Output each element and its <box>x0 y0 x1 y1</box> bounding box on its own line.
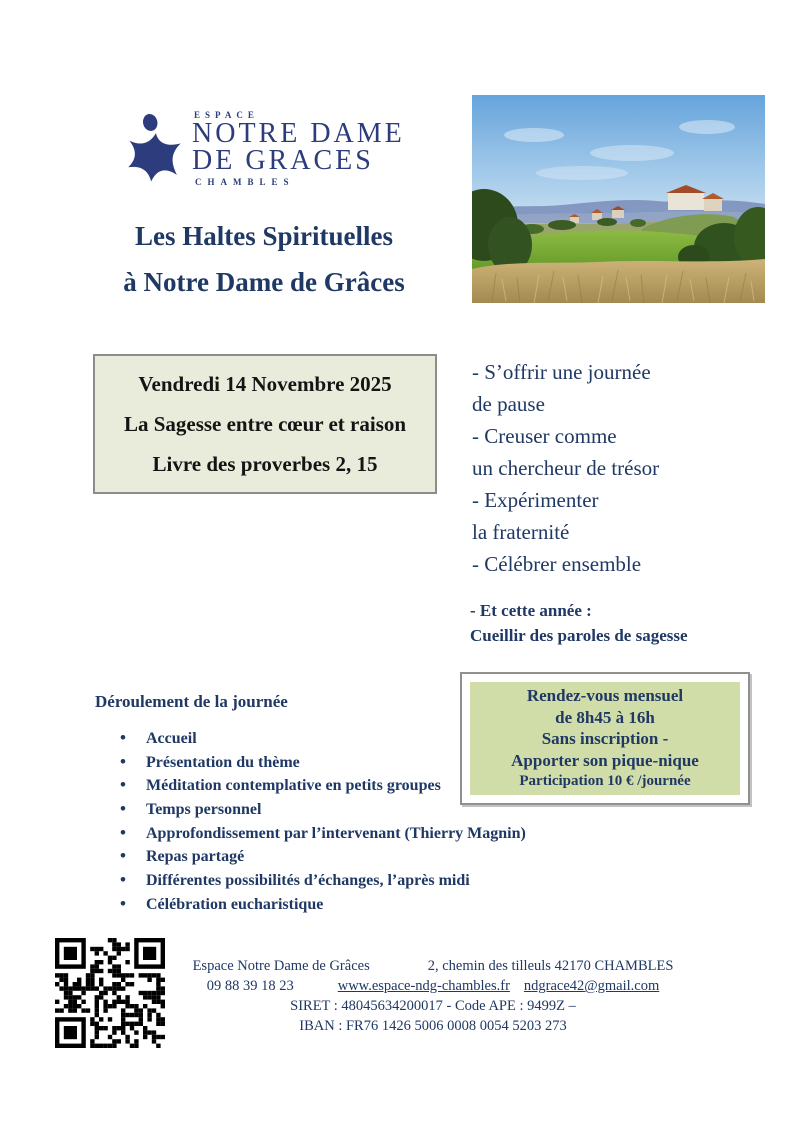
reading-line: Livre des proverbes 2, 15 <box>152 451 378 476</box>
info-line: Rendez-vous mensuel <box>526 686 684 705</box>
info-line: de 8h45 à 16h <box>555 707 655 727</box>
title-line2: à Notre Dame de Grâces <box>123 267 405 297</box>
feature-line: un chercheur de trésor <box>472 456 660 480</box>
logo-name-line2: DE GRACES <box>192 145 374 176</box>
footer-phone: 09 88 39 18 23 <box>206 978 294 994</box>
footer-line2 <box>153 976 713 996</box>
features-list <box>472 356 732 580</box>
logo <box>126 110 405 192</box>
info-participation-line: Participation 10 € /journée <box>519 773 691 789</box>
landscape-photo <box>472 95 765 303</box>
date-box <box>93 354 437 494</box>
schedule-heading: Déroulement de la journée <box>95 692 288 711</box>
footer-contact <box>153 956 713 1036</box>
schedule-item: • Repas partagé <box>118 849 538 866</box>
footer-website-link[interactable]: www.espace-ndg-chambles.fr <box>337 978 510 994</box>
page-title <box>88 213 440 305</box>
annual-line2: Cueillir des paroles de sagesse <box>470 626 688 645</box>
title-line1: Les Haltes Spirituelles <box>135 221 393 251</box>
person-star-icon <box>126 112 184 192</box>
info-box-content <box>470 682 740 795</box>
annual-theme <box>470 598 750 648</box>
info-line: Sans inscription - <box>541 729 669 748</box>
feature-line: de pause <box>472 392 545 416</box>
schedule-item: • Présentation du thème <box>118 755 538 772</box>
theme-line: La Sagesse entre cœur et raison <box>123 411 407 436</box>
footer-address: 2, chemin des tilleuls 42170 CHAMBLES <box>427 958 674 974</box>
footer-line1 <box>153 956 713 976</box>
logo-name-line1: NOTRE DAME <box>192 118 405 149</box>
logo-text <box>192 110 405 187</box>
date-line: Vendredi 14 Novembre 2025 <box>138 371 392 396</box>
logo-chambles: CHAMBLES <box>195 177 295 187</box>
footer-org: Espace Notre Dame de Grâces <box>192 958 370 974</box>
schedule-item: • Célébration eucharistique <box>118 897 538 914</box>
feature-line: - S’offrir une journée <box>472 360 651 384</box>
logo-espace: ESPACE <box>194 110 259 120</box>
schedule-item: • Temps personnel <box>118 802 538 819</box>
footer-siret-line: SIRET : 48045634200017 - Code APE : 9499Z – <box>290 998 576 1014</box>
feature-line: - Creuser comme <box>472 424 617 448</box>
footer-iban-line: IBAN : FR76 1426 5006 0008 0054 5203 273 <box>299 1018 567 1034</box>
info-box <box>460 672 750 805</box>
info-line: Apporter son pique-nique <box>511 750 699 770</box>
footer-email-link[interactable]: ndgrace42@gmail.com <box>523 978 660 994</box>
feature-line: - Expérimenter <box>472 488 599 512</box>
schedule-item: • Approfondissement par l’intervenant (Thierry Magnin) <box>118 826 538 843</box>
feature-line: - Célébrer ensemble <box>472 552 642 576</box>
schedule-item: • Accueil <box>118 731 538 748</box>
schedule-item: • Méditation contemplative en petits groupes <box>118 778 538 795</box>
feature-line: la fraternité <box>472 520 570 544</box>
annual-line1: - Et cette année : <box>470 601 592 620</box>
qr-code <box>55 938 165 1048</box>
schedule-item: • Différentes possibilités d’échanges, l’après midi <box>118 873 538 890</box>
